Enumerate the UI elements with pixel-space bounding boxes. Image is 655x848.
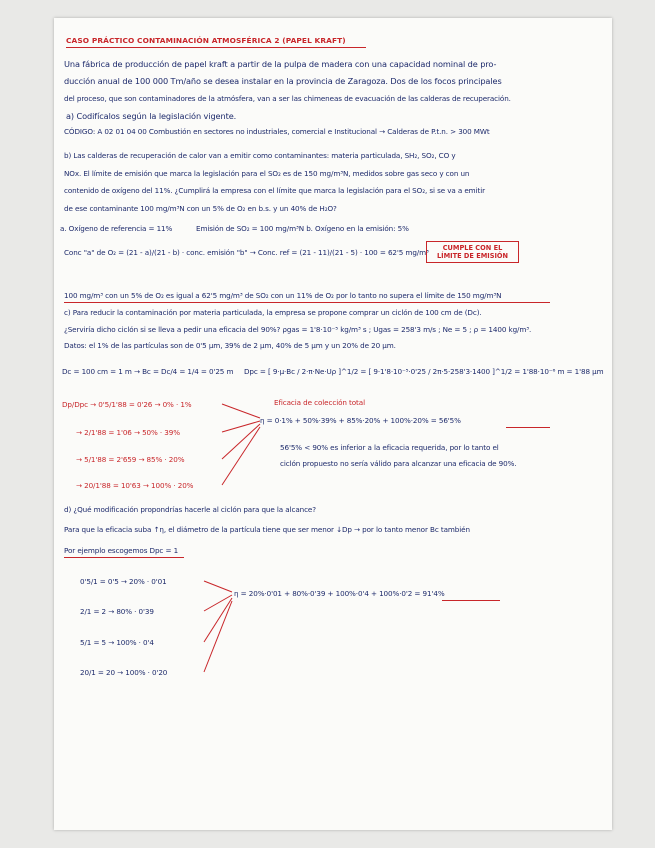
- intro-line-3: del proceso, que son contaminadores de la atmósfera, van a ser las chimeneas de evacuación de las calderas de recuperación.: [64, 94, 511, 103]
- part-b-line-3: contenido de oxígeno del 11%. ¿Cumplirá la empresa con el límite que marca la legislación para el SO₂, si se va a emitir: [64, 186, 485, 195]
- part-d-row-3: 5/1 = 5 → 100% · 0'4: [80, 638, 154, 647]
- part-b-line-2: NOx. El límite de emisión que marca la legislación para el SO₂ es de 150 mg/m³N, medidos sobre gas seco y con un: [64, 169, 470, 178]
- hand-drawn-arrows: [54, 18, 612, 830]
- efficiency-comment-1: 56'5% < 90% es inferior a la eficacia requerida, por lo tanto el: [280, 443, 499, 452]
- compliance-box-line-2: LÍMITE DE EMISIÓN: [436, 252, 509, 260]
- page-title: CASO PRÁCTICO CONTAMINACIÓN ATMOSFÉRICA 2 (PAPEL KRAFT): [66, 36, 346, 45]
- part-c-line-1: c) Para reducir la contaminación por materia particulada, la empresa se propone comprar un ciclón de 100 cm de (Dc).: [64, 308, 482, 317]
- part-c-line-3: Datos: el 1% de las partículas son de 0'5 μm, 39% de 2 μm, 40% de 5 μm y un 20% de 20 μm.: [64, 341, 396, 350]
- part-d-line-3: Por ejemplo escogemos Dpc = 1: [64, 546, 179, 555]
- efficiency-formula: η = 0·1% + 50%·39% + 85%·20% + 100%·20% = 56'5%: [260, 416, 461, 425]
- part-b-line-1: b) Las calderas de recuperación de calor van a emitir como contaminantes: materia particulada, SH₂, SO₂, CO y: [64, 151, 456, 160]
- part-d-row-1: 0'5/1 = 0'5 → 20% · 0'01: [80, 577, 167, 586]
- so2-emission: Emisión de SO₂ = 100 mg/m³N b. Oxígeno en la emisión: 5%: [196, 224, 409, 233]
- part-d-result: η = 20%·0'01 + 80%·0'39 + 100%·0'4 + 100%·0'2 = 91'4%: [234, 589, 445, 598]
- part-c-line-2: ¿Serviría dicho ciclón si se lleva a pedir una eficacia del 90%? ρgas = 1'8·10⁻⁵ kg/m³ s ; Ugas = 258'3 m/s ; Ne = 5 ; ρ = 1400 kg/m³.: [64, 325, 532, 334]
- intro-line-1: Una fábrica de producción de papel kraft a partir de la pulpa de madera con una capacidad nominal de pro-: [64, 59, 497, 69]
- ratio-row-4: → 20/1'88 = 10'63 → 100% · 20%: [76, 481, 194, 490]
- part-d-row-4: 20/1 = 20 → 100% · 0'20: [80, 668, 168, 677]
- part-a-label: a) Codifícalos según la legislación vigente.: [66, 111, 237, 121]
- compliance-box-line-1: CUMPLE CON EL: [442, 244, 503, 252]
- ratio-row-3: → 5/1'88 = 2'659 → 85% · 20%: [76, 455, 185, 464]
- oxygen-reference: a. Oxígeno de referencia = 11%: [60, 224, 173, 233]
- part-b-line-4: de ese contaminante 100 mg/m³N con un 5% de O₂ en b.s. y un 40% de H₂O?: [64, 204, 337, 213]
- part-a-code: CÓDIGO: A 02 01 04 00 Combustión en sectores no industriales, comercial e Institucional → Calderas de P.t.n. > 300 MWt: [64, 127, 490, 136]
- part-d-line-2: Para que la eficacia suba ↑η, el diámetro de la partícula tiene que ser menor ↓Dp → por lo tanto menor Bc también: [64, 525, 470, 534]
- ratio-row-2: → 2/1'88 = 1'06 → 50% · 39%: [76, 428, 180, 437]
- dpc-formula: Dpc = [ 9·μ·Bc / 2·π·Ne·Uρ ]^1/2 = [ 9·1'8·10⁻⁵·0'25 / 2π·5·258'3·1400 ]^1/2 = 1'88·10⁻⁶ m = 1'88 μm: [244, 367, 604, 376]
- efficiency-title: Eficacia de colección total: [274, 398, 365, 407]
- intro-line-2: ducción anual de 100 000 Tm/año se desea instalar en la provincia de Zaragoza. Dos de los focos principales: [64, 76, 502, 86]
- notebook-page: [54, 18, 612, 830]
- efficiency-comment-2: ciclón propuesto no sería válido para alcanzar una eficacia de 90%.: [280, 459, 517, 468]
- ratio-row-1: Dp/Dpc → 0'5/1'88 = 0'26 → 0% · 1%: [62, 400, 192, 409]
- part-d-row-2: 2/1 = 2 → 80% · 0'39: [80, 607, 154, 616]
- dc-line: Dc = 100 cm = 1 m → Bc = Dc/4 = 1/4 = 0'25 m: [62, 367, 234, 376]
- part-d-line-1: d) ¿Qué modificación propondrías hacerle al ciclón para que la alcance?: [64, 505, 316, 514]
- part-b-conclusion: 100 mg/m³ con un 5% de O₂ es igual a 62'5 mg/m³ de SO₂ con un 11% de O₂ por lo tanto no supera el límite de 150 mg/m³N: [64, 291, 502, 300]
- part-b-formula: Conc "a" de O₂ = (21 - a)/(21 - b) · conc. emisión "b" → Conc. ref = (21 - 11)/(21 - 5) · 100 = 62'5 mg/m³: [64, 248, 429, 257]
